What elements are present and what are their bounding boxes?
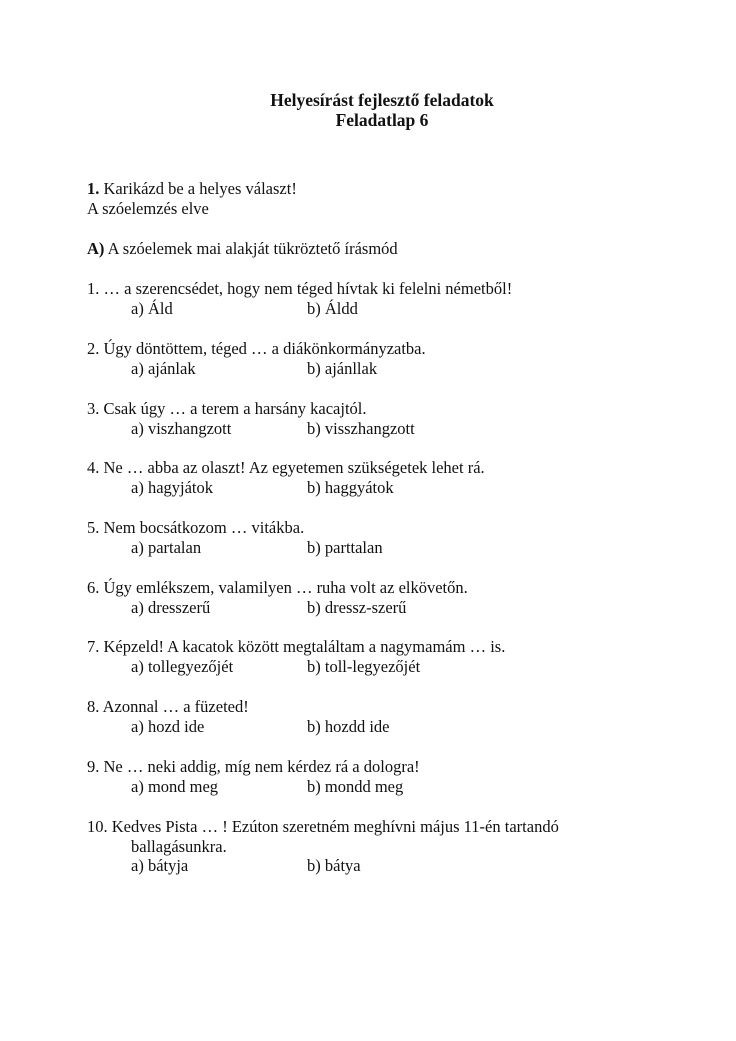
question-8-option-b[interactable]: b) hozdd ide [307, 717, 390, 736]
task-instruction [87, 179, 297, 199]
question-2-option-b[interactable]: b) ajánllak [307, 359, 378, 378]
question-9-text: 9. Ne … neki addig, míg nem kérdez rá a dologra! [87, 757, 420, 776]
question-5-option-a[interactable]: a) partalan [131, 538, 202, 557]
question-8-option-a[interactable]: a) hozd ide [131, 717, 205, 736]
question-7-option-b[interactable]: b) toll-legyezőjét [307, 657, 421, 676]
question-1-option-b[interactable]: b) Áldd [307, 299, 358, 318]
task-principle: A szóelemzés elve [87, 199, 209, 218]
section-heading [87, 239, 398, 259]
question-3-option-a[interactable]: a) viszhangzott [131, 419, 232, 438]
question-7-text: 7. Képzeld! A kacatok között megtaláltam a nagymamám … is. [87, 637, 506, 656]
question-1-text: 1. … a szerencsédet, hogy nem téged hívtak ki felelni németből! [87, 279, 513, 298]
question-3-text: 3. Csak úgy … a terem a harsány kacajtól. [87, 399, 367, 418]
section-letter: A) [87, 239, 105, 258]
question-2-text: 2. Úgy döntöttem, téged … a diákönkormányzatba. [87, 339, 426, 358]
question-3-option-b[interactable]: b) visszhangzott [307, 419, 415, 438]
question-10-option-a[interactable]: a) bátyja [131, 856, 189, 875]
task-number: 1. [87, 179, 100, 198]
question-4-option-a[interactable]: a) hagyjátok [131, 478, 214, 497]
question-7-option-a[interactable]: a) tollegyezőjét [131, 657, 234, 676]
question-2-option-a[interactable]: a) ajánlak [131, 359, 196, 378]
question-10-continuation: ballagásunkra. [131, 837, 227, 856]
question-10-option-b[interactable]: b) bátya [307, 856, 361, 875]
section-text: A szóelemek mai alakját tükröztető írásmód [107, 239, 398, 258]
question-5-text: 5. Nem bocsátkozom … vitákba. [87, 518, 305, 537]
question-4-option-b[interactable]: b) haggyátok [307, 478, 394, 497]
question-4-text: 4. Ne … abba az olaszt! Az egyetemen szükségetek lehet rá. [87, 458, 485, 477]
question-6-option-b[interactable]: b) dressz-szerű [307, 598, 407, 617]
task-instruction-text: Karikázd be a helyes választ! [103, 179, 297, 198]
page-subtitle: Feladatlap 6 [335, 110, 429, 130]
question-9-option-a[interactable]: a) mond meg [131, 777, 219, 796]
question-10-text: 10. Kedves Pista … ! Ezúton szeretném meghívni május 11-én tartandó [87, 817, 559, 836]
question-6-option-a[interactable]: a) dresszerű [131, 598, 211, 617]
question-5-option-b[interactable]: b) parttalan [307, 538, 383, 557]
question-1-option-a[interactable]: a) Áld [131, 299, 173, 318]
question-6-text: 6. Úgy emlékszem, valamilyen … ruha volt az elkövetőn. [87, 578, 468, 597]
question-8-text: 8. Azonnal … a füzeted! [87, 697, 249, 716]
question-9-option-b[interactable]: b) mondd meg [307, 777, 404, 796]
page-title: Helyesírást fejlesztő feladatok [270, 90, 494, 110]
